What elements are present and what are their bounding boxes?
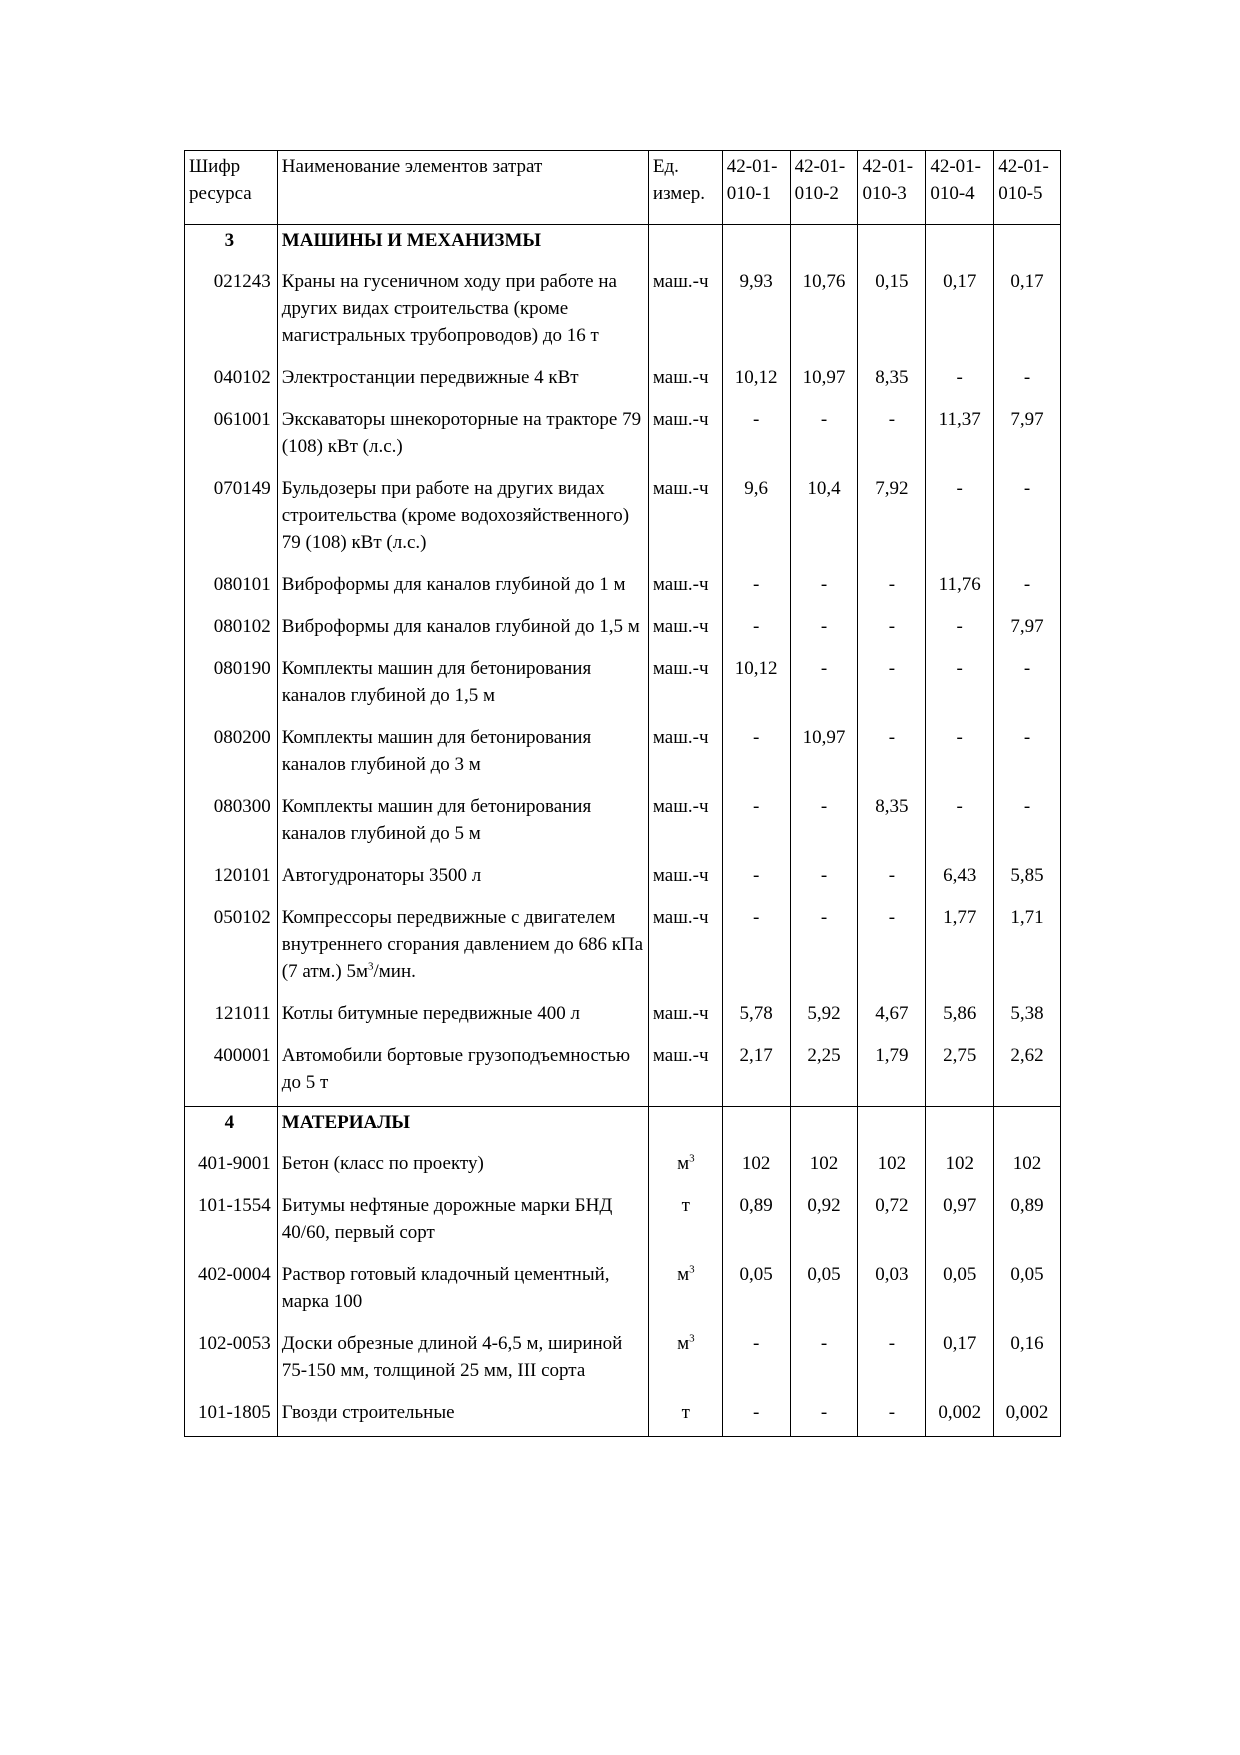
- unit-text: маш.-ч: [652, 1003, 709, 1024]
- value-cell: 0,15: [857, 263, 925, 359]
- value-cell: -: [857, 1394, 925, 1436]
- empty-cell: [993, 225, 1060, 263]
- empty-cell: [790, 225, 858, 263]
- resource-code: 070149: [213, 478, 271, 499]
- resource-code: 080300: [213, 796, 271, 817]
- value-cell: 1,79: [857, 1037, 925, 1106]
- value-cell: 0,16: [993, 1325, 1060, 1394]
- resource-name: [277, 1037, 648, 1106]
- unit-text: маш.-ч: [652, 1045, 709, 1066]
- resource-name-text: Котлы битумные передвижные 400 л: [281, 1003, 580, 1024]
- resource-name: [277, 1145, 648, 1187]
- header-col-2: 42-01-010-2: [790, 151, 858, 224]
- unit: [648, 401, 722, 470]
- value-cell: 5,92: [790, 995, 858, 1037]
- resource-name: [277, 608, 648, 650]
- value-cell: -: [857, 608, 925, 650]
- resource-code: 080101: [213, 574, 271, 595]
- unit-text: маш.-ч: [652, 574, 709, 595]
- empty-cell: [790, 1107, 858, 1145]
- table-row: [185, 1394, 1060, 1436]
- unit: [648, 608, 722, 650]
- value-cell: 0,17: [993, 263, 1060, 359]
- value-cell: 10,12: [722, 359, 790, 401]
- header-col-3: 42-01-010-3: [857, 151, 925, 224]
- value-cell: 11,76: [925, 566, 993, 608]
- superscript: 3: [368, 960, 374, 973]
- section-row: [185, 1106, 1060, 1145]
- value-cell: 7,97: [993, 608, 1060, 650]
- unit-text: м: [677, 1333, 690, 1354]
- empty-cell: [857, 1107, 925, 1145]
- unit-text: маш.-ч: [652, 658, 709, 679]
- resource-name: [277, 1187, 648, 1256]
- value-cell: -: [722, 719, 790, 788]
- value-cell: 8,35: [857, 359, 925, 401]
- superscript: 3: [689, 1332, 695, 1345]
- value-cell: 10,12: [722, 650, 790, 719]
- header-col-5: 42-01-010-5: [993, 151, 1060, 224]
- value-cell: 0,002: [993, 1394, 1060, 1436]
- empty-cell: [925, 1107, 993, 1145]
- resource-name-text: Автомобили бортовые грузоподъемностью до 5 т: [281, 1045, 631, 1093]
- unit: [648, 857, 722, 899]
- resource-name-text: Битумы нефтяные дорожные марки БНД 40/60, первый сорт: [281, 1195, 613, 1243]
- table-row: [185, 1325, 1060, 1394]
- value-cell: -: [722, 1325, 790, 1394]
- value-cell: 1,77: [925, 899, 993, 995]
- value-cell: -: [925, 608, 993, 650]
- resource-code: 050102: [213, 907, 271, 928]
- value-cell: 4,67: [857, 995, 925, 1037]
- resource-name-text: Комплекты машин для бетонирования каналов глубиной до 5 м: [281, 796, 592, 844]
- value-cell: -: [857, 650, 925, 719]
- table-row: [185, 857, 1060, 899]
- value-cell: -: [857, 566, 925, 608]
- resource-code: 080102: [213, 616, 271, 637]
- resource-code: 040102: [213, 367, 271, 388]
- resource-name: [277, 470, 648, 566]
- unit: [648, 359, 722, 401]
- table-row: [185, 995, 1060, 1037]
- value-cell: 0,72: [857, 1187, 925, 1256]
- table-row: [185, 1145, 1060, 1187]
- resource-name-text: Виброформы для каналов глубиной до 1 м: [281, 574, 626, 595]
- resource-name: [277, 566, 648, 608]
- value-cell: 102: [993, 1145, 1060, 1187]
- table-row: [185, 899, 1060, 995]
- resource-code: 400001: [213, 1045, 271, 1066]
- resource-code: 080190: [213, 658, 271, 679]
- value-cell: -: [857, 899, 925, 995]
- unit-text: маш.-ч: [652, 907, 709, 928]
- resource-name-text: Компрессоры передвижные с двигателем внутреннего сгорания давлением до 686 кПа (7 атм.) 5м: [281, 907, 644, 982]
- value-cell: 1,71: [993, 899, 1060, 995]
- table-row: [185, 650, 1060, 719]
- resource-name-text: Комплекты машин для бетонирования каналов глубиной до 3 м: [281, 727, 592, 775]
- value-cell: 10,97: [790, 719, 858, 788]
- value-cell: -: [790, 1394, 858, 1436]
- table-body: [185, 225, 1060, 1436]
- value-cell: -: [790, 1325, 858, 1394]
- value-cell: 9,93: [722, 263, 790, 359]
- resource-name: [277, 401, 648, 470]
- unit: [648, 1187, 722, 1256]
- resource-name: [277, 650, 648, 719]
- value-cell: -: [993, 788, 1060, 857]
- resource-name-text: Гвозди строительные: [281, 1402, 455, 1423]
- value-cell: -: [857, 1325, 925, 1394]
- resource-name: [277, 263, 648, 359]
- resource-name-text: Бульдозеры при работе на других видах строительства (кроме водохозяйственного) 79 (108) кВт (л.с.): [281, 478, 630, 553]
- table-row: [185, 1037, 1060, 1106]
- table-row: [185, 1187, 1060, 1256]
- value-cell: 7,92: [857, 470, 925, 566]
- value-cell: 2,25: [790, 1037, 858, 1106]
- value-cell: 10,4: [790, 470, 858, 566]
- value-cell: 0,92: [790, 1187, 858, 1256]
- value-cell: 2,75: [925, 1037, 993, 1106]
- unit-text: маш.-ч: [652, 796, 709, 817]
- value-cell: -: [993, 566, 1060, 608]
- resource-name: [277, 1256, 648, 1325]
- resource-code: 120101: [213, 865, 271, 886]
- header-col-4: 42-01-010-4: [925, 151, 993, 224]
- table-row: [185, 263, 1060, 359]
- resource-name: [277, 899, 648, 995]
- value-cell: -: [790, 608, 858, 650]
- value-cell: -: [722, 899, 790, 995]
- resource-code: 121011: [214, 1003, 271, 1024]
- resource-name: [277, 359, 648, 401]
- resource-code: 102-0053: [197, 1333, 271, 1354]
- value-cell: -: [925, 650, 993, 719]
- header-name: Наименование элементов затрат: [277, 151, 648, 224]
- resource-name-text: Раствор готовый кладочный цементный, марка 100: [281, 1264, 610, 1312]
- table-row: [185, 1256, 1060, 1325]
- value-cell: -: [857, 719, 925, 788]
- unit: [648, 1325, 722, 1394]
- unit-text: маш.-ч: [652, 727, 709, 748]
- value-cell: 5,86: [925, 995, 993, 1037]
- empty-cell: [648, 225, 722, 263]
- table-row: [185, 608, 1060, 650]
- resource-name-text: Краны на гусеничном ходу при работе на других видах строительства (кроме магистральных трубопроводов) до 16 т: [281, 271, 617, 346]
- value-cell: -: [722, 857, 790, 899]
- table-row: [185, 470, 1060, 566]
- value-cell: 0,05: [722, 1256, 790, 1325]
- resource-code: 101-1805: [197, 1402, 271, 1423]
- value-cell: 0,002: [925, 1394, 993, 1436]
- resource-name: [277, 995, 648, 1037]
- value-cell: -: [790, 857, 858, 899]
- table-row: [185, 566, 1060, 608]
- value-cell: 102: [925, 1145, 993, 1187]
- unit: [648, 1145, 722, 1187]
- value-cell: 0,05: [993, 1256, 1060, 1325]
- value-cell: 0,17: [925, 1325, 993, 1394]
- value-cell: 0,05: [925, 1256, 993, 1325]
- value-cell: -: [857, 857, 925, 899]
- unit: [648, 1037, 722, 1106]
- value-cell: 0,89: [993, 1187, 1060, 1256]
- value-cell: 102: [857, 1145, 925, 1187]
- value-cell: -: [790, 788, 858, 857]
- unit: [648, 995, 722, 1037]
- resource-name: [277, 788, 648, 857]
- resource-name: [277, 719, 648, 788]
- unit: [648, 788, 722, 857]
- value-cell: 5,38: [993, 995, 1060, 1037]
- value-cell: 102: [790, 1145, 858, 1187]
- value-cell: -: [722, 1394, 790, 1436]
- resource-table: [184, 150, 1061, 1437]
- unit-text: маш.-ч: [652, 409, 709, 430]
- value-cell: 10,76: [790, 263, 858, 359]
- header-col-1: 42-01-010-1: [722, 151, 790, 224]
- resource-name-text: Электростанции передвижные 4 кВт: [281, 367, 579, 388]
- resource-name-text: Экскаваторы шнекороторные на тракторе 79 (108) кВт (л.с.): [281, 409, 642, 457]
- resource-code: 401-9001: [197, 1153, 271, 1174]
- resource-name: [277, 1394, 648, 1436]
- unit: [648, 263, 722, 359]
- resource-code: 061001: [213, 409, 271, 430]
- table-header: [185, 151, 1060, 225]
- resource-name-text: Виброформы для каналов глубиной до 1,5 м: [281, 616, 640, 637]
- resource-name: [277, 857, 648, 899]
- value-cell: 5,85: [993, 857, 1060, 899]
- value-cell: -: [722, 788, 790, 857]
- unit-text: т: [681, 1195, 690, 1216]
- unit-text: маш.-ч: [652, 616, 709, 637]
- empty-cell: [648, 1107, 722, 1145]
- unit-text: маш.-ч: [652, 271, 709, 292]
- unit-text: маш.-ч: [652, 865, 709, 886]
- value-cell: 102: [722, 1145, 790, 1187]
- value-cell: -: [925, 719, 993, 788]
- unit-text: т: [681, 1402, 690, 1423]
- value-cell: 0,05: [790, 1256, 858, 1325]
- header-code: Шифр ресурса: [189, 156, 252, 204]
- resource-name: [277, 1325, 648, 1394]
- value-cell: 2,62: [993, 1037, 1060, 1106]
- unit-text: м: [677, 1153, 690, 1174]
- section-title: МАТЕРИАЛЫ: [277, 1107, 648, 1145]
- value-cell: 11,37: [925, 401, 993, 470]
- value-cell: -: [993, 470, 1060, 566]
- unit: [648, 470, 722, 566]
- unit: [648, 1394, 722, 1436]
- value-cell: -: [790, 899, 858, 995]
- resource-code: 101-1554: [197, 1195, 271, 1216]
- value-cell: -: [993, 719, 1060, 788]
- value-cell: -: [925, 470, 993, 566]
- unit-text: маш.-ч: [652, 478, 709, 499]
- resource-name-text: Комплекты машин для бетонирования каналов глубиной до 1,5 м: [281, 658, 592, 706]
- section-number: 3: [224, 230, 235, 251]
- value-cell: -: [790, 566, 858, 608]
- section-title: МАШИНЫ И МЕХАНИЗМЫ: [277, 225, 648, 263]
- value-cell: -: [722, 566, 790, 608]
- header-unit: Ед. измер.: [648, 151, 722, 224]
- value-cell: 2,17: [722, 1037, 790, 1106]
- table-row: [185, 359, 1060, 401]
- resource-name-text: Автогудронаторы 3500 л: [281, 865, 482, 886]
- value-cell: 6,43: [925, 857, 993, 899]
- value-cell: -: [722, 608, 790, 650]
- empty-cell: [993, 1107, 1060, 1145]
- superscript: 3: [689, 1263, 695, 1276]
- value-cell: -: [857, 401, 925, 470]
- resource-code: 021243: [213, 271, 271, 292]
- value-cell: -: [925, 359, 993, 401]
- value-cell: -: [790, 650, 858, 719]
- value-cell: 0,97: [925, 1187, 993, 1256]
- value-cell: -: [993, 359, 1060, 401]
- value-cell: 5,78: [722, 995, 790, 1037]
- superscript: 3: [689, 1152, 695, 1165]
- value-cell: -: [925, 788, 993, 857]
- empty-cell: [722, 1107, 790, 1145]
- unit: [648, 719, 722, 788]
- value-cell: 9,6: [722, 470, 790, 566]
- unit: [648, 1256, 722, 1325]
- value-cell: 8,35: [857, 788, 925, 857]
- resource-name-text: Доски обрезные длиной 4-6,5 м, шириной 75-150 мм, толщиной 25 мм, III сорта: [281, 1333, 623, 1381]
- empty-cell: [857, 225, 925, 263]
- value-cell: 0,17: [925, 263, 993, 359]
- value-cell: -: [993, 650, 1060, 719]
- resource-code: 080200: [213, 727, 271, 748]
- unit: [648, 566, 722, 608]
- resource-code: 402-0004: [197, 1264, 271, 1285]
- table-row: [185, 788, 1060, 857]
- empty-cell: [722, 225, 790, 263]
- value-cell: -: [722, 401, 790, 470]
- value-cell: 0,89: [722, 1187, 790, 1256]
- resource-name-tail: /мин.: [373, 961, 416, 982]
- unit-text: маш.-ч: [652, 367, 709, 388]
- value-cell: 10,97: [790, 359, 858, 401]
- unit: [648, 899, 722, 995]
- value-cell: -: [790, 401, 858, 470]
- table-row: [185, 719, 1060, 788]
- section-row: [185, 225, 1060, 263]
- section-number: 4: [224, 1112, 235, 1133]
- value-cell: 0,03: [857, 1256, 925, 1325]
- unit-text: м: [677, 1264, 690, 1285]
- value-cell: 7,97: [993, 401, 1060, 470]
- table-row: [185, 401, 1060, 470]
- resource-name-text: Бетон (класс по проекту): [281, 1153, 484, 1174]
- unit: [648, 650, 722, 719]
- empty-cell: [925, 225, 993, 263]
